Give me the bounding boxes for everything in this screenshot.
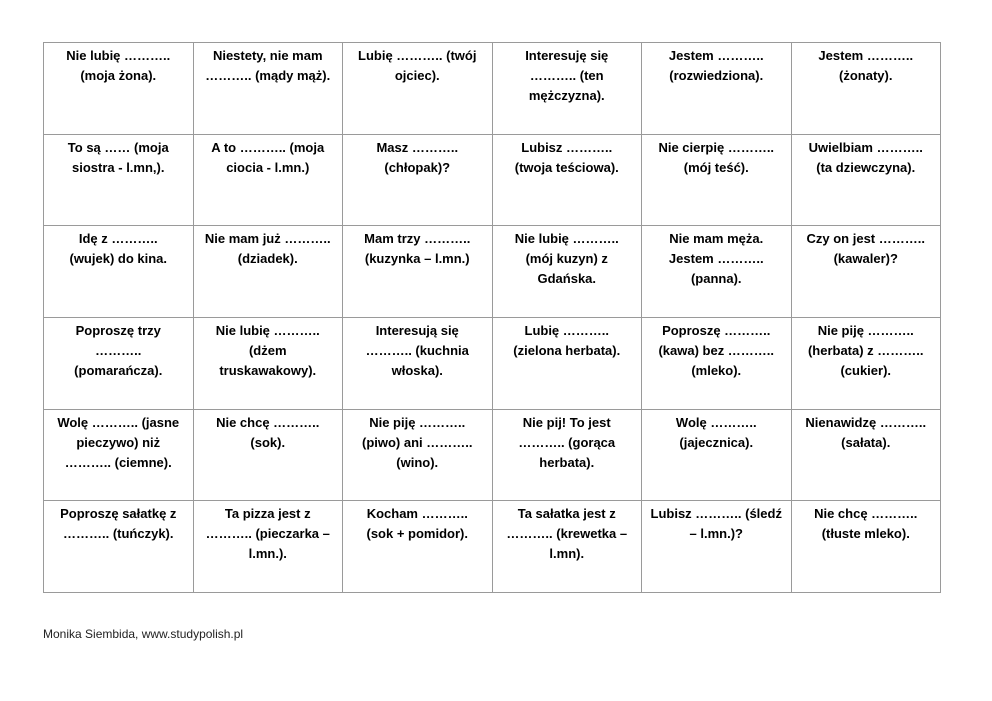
exercise-cell: Lubię ……….. (twój ojciec). xyxy=(343,43,493,135)
exercise-cell: Nie piję ……….. (piwo) ani ……….. (wino). xyxy=(343,409,493,501)
exercise-cell: Interesują się ……….. (kuchnia włoska). xyxy=(343,317,493,409)
exercise-cell: Nie lubię ……….. (moja żona). xyxy=(44,43,194,135)
grid-row xyxy=(44,409,941,501)
grid-row xyxy=(44,501,941,593)
exercise-cell: Nie mam już ……….. (dziadek). xyxy=(193,226,343,318)
exercise-cell: Nie lubię ……….. (dżem truskawakowy). xyxy=(193,317,343,409)
exercise-cell: Lubisz ……….. (śledź – l.mn.)? xyxy=(642,501,792,593)
author-credit: Monika Siembida, www.studypolish.pl xyxy=(43,627,244,641)
exercise-cell: Nie piję ……….. (herbata) z ……….. (cukier). xyxy=(791,317,941,409)
exercise-cell: Lubisz ……….. (twoja teściowa). xyxy=(492,134,642,226)
exercise-cell: Nienawidzę ……….. (sałata). xyxy=(791,409,941,501)
exercise-cell: A to ……….. (moja ciocia - l.mn.) xyxy=(193,134,343,226)
exercise-cell: Nie lubię ……….. (mój kuzyn) z Gdańska. xyxy=(492,226,642,318)
exercise-grid-body xyxy=(44,43,941,593)
exercise-cell: Nie chcę ……….. (sok). xyxy=(193,409,343,501)
grid-row xyxy=(44,43,941,135)
exercise-cell: Kocham ……….. (sok + pomidor). xyxy=(343,501,493,593)
exercise-cell: Jestem ……….. (rozwiedziona). xyxy=(642,43,792,135)
exercise-cell: Nie mam męża. Jestem ……….. (panna). xyxy=(642,226,792,318)
exercise-cell: Uwielbiam ……….. (ta dziewczyna). xyxy=(791,134,941,226)
exercise-cell: Jestem ……….. (żonaty). xyxy=(791,43,941,135)
grid-row xyxy=(44,317,941,409)
grid-row xyxy=(44,134,941,226)
exercise-cell: Lubię ……….. (zielona herbata). xyxy=(492,317,642,409)
exercise-cell: Czy on jest ……….. (kawaler)? xyxy=(791,226,941,318)
exercise-cell: Masz ……….. (chłopak)? xyxy=(343,134,493,226)
exercise-cell: Nie chcę ……….. (tłuste mleko). xyxy=(791,501,941,593)
exercise-cell: Poproszę sałatkę z ……….. (tuńczyk). xyxy=(44,501,194,593)
exercise-cell: Nie cierpię ……….. (mój teść). xyxy=(642,134,792,226)
exercise-grid xyxy=(43,42,941,593)
grid-row xyxy=(44,226,941,318)
exercise-cell: To są …… (moja siostra - l.mn,). xyxy=(44,134,194,226)
exercise-cell: Poproszę trzy ……….. (pomarańcza). xyxy=(44,317,194,409)
exercise-cell: Mam trzy ……….. (kuzynka – l.mn.) xyxy=(343,226,493,318)
exercise-cell: Ta pizza jest z ……….. (pieczarka – l.mn.). xyxy=(193,501,343,593)
exercise-cell: Idę z ……….. (wujek) do kina. xyxy=(44,226,194,318)
exercise-cell: Wolę ……….. (jajecznica). xyxy=(642,409,792,501)
exercise-cell: Niestety, nie mam ……….. (mądy mąż). xyxy=(193,43,343,135)
exercise-cell: Nie pij! To jest ……….. (gorąca herbata). xyxy=(492,409,642,501)
exercise-cell: Interesuję się ……….. (ten mężczyzna). xyxy=(492,43,642,135)
exercise-cell: Wolę ……….. (jasne pieczywo) niż ……….. (ciemne). xyxy=(44,409,194,501)
exercise-cell: Poproszę ……….. (kawa) bez ……….. (mleko). xyxy=(642,317,792,409)
exercise-cell: Ta sałatka jest z ……….. (krewetka – l.mn). xyxy=(492,501,642,593)
